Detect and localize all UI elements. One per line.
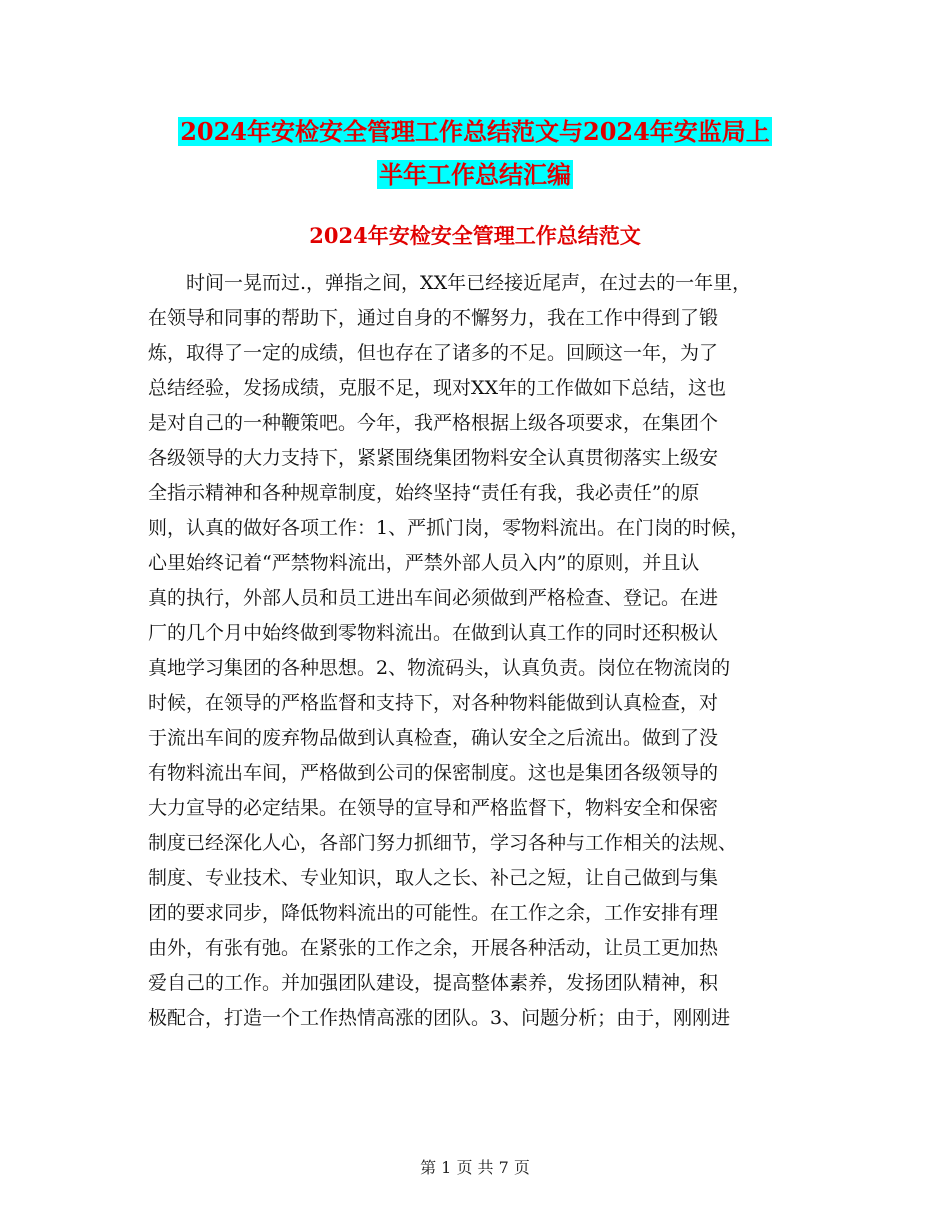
body-line: 极配合，打造一个工作热情高涨的团队。3、问题分析；由于，刚刚进: [148, 1007, 731, 1029]
body-line: 各级领导的大力支持下，紧紧围绕集团物料安全认真贯彻落实上级安: [148, 447, 719, 469]
body-line: 有物料流出车间，严格做到公司的保密制度。这也是集团各级领导的: [148, 762, 719, 784]
document-title-highlight-1: 2024年安检安全管理工作总结范文与2024年安监局上: [180, 117, 770, 146]
body-line: 于流出车间的废弃物品做到认真检查，确认安全之后流出。做到了没: [148, 727, 719, 749]
body-line: 心里始终记着“严禁物料流出，严禁外部人员入内”的原则，并且认: [148, 552, 700, 574]
body-line: 真地学习集团的各种思想。2、物流码头，认真负责。岗位在物流岗的: [148, 657, 731, 679]
body-paragraph: [148, 266, 828, 1036]
document-title-line-1: [0, 112, 950, 152]
page-number-footer: 第 1 页 共 7 页: [420, 1158, 530, 1177]
body-line: 团的要求同步，降低物料流出的可能性。在工作之余，工作安排有理: [148, 902, 719, 924]
body-line: 制度已经深化人心，各部门努力抓细节，学习各种与工作相关的法规、: [148, 832, 738, 854]
section-heading: 2024年安检安全管理工作总结范文: [309, 223, 641, 248]
body-line: 是对自己的一种鞭策吧。今年，我严格根据上级各项要求，在集团个: [148, 412, 719, 434]
body-line: 炼，取得了一定的成绩，但也存在了诸多的不足。回顾这一年，为了: [148, 342, 719, 364]
body-line: 全指示精神和各种规章制度，始终坚持“责任有我，我必责任”的原: [148, 482, 700, 504]
document-title-highlight-2: 半年工作总结汇编: [379, 160, 571, 189]
body-line: 总结经验，发扬成绩，克服不足，现对XX年的工作做如下总结，这也: [148, 377, 727, 399]
body-line: 由外，有张有弛。在紧张的工作之余，开展各种活动，让员工更加热: [148, 937, 719, 959]
body-line: 爱自己的工作。并加强团队建设，提高整体素养，发扬团队精神，积: [148, 972, 719, 994]
document-title-line-2: [0, 155, 950, 195]
body-line: 在领导和同事的帮助下，通过自身的不懈努力，我在工作中得到了锻: [148, 307, 719, 329]
body-line: 制度、专业技术、专业知识，取人之长、补己之短，让自己做到与集: [148, 867, 719, 889]
body-line: 大力宣导的必定结果。在领导的宣导和严格监督下，物料安全和保密: [148, 797, 719, 819]
body-line: 则，认真的做好各项工作：1、严抓门岗，零物料流出。在门岗的时候，: [148, 517, 750, 539]
body-line: 厂的几个月中始终做到零物料流出。在做到认真工作的同时还积极认: [148, 622, 719, 644]
body-line: 真的执行，外部人员和员工进出车间必须做到严格检查、登记。在进: [148, 587, 719, 609]
body-line: 时候，在领导的严格监督和支持下，对各种物料能做到认真检查，对: [148, 692, 719, 714]
body-line: 时间一晃而过.，弹指之间，XX年已经接近尾声，在过去的一年里，: [186, 272, 752, 294]
